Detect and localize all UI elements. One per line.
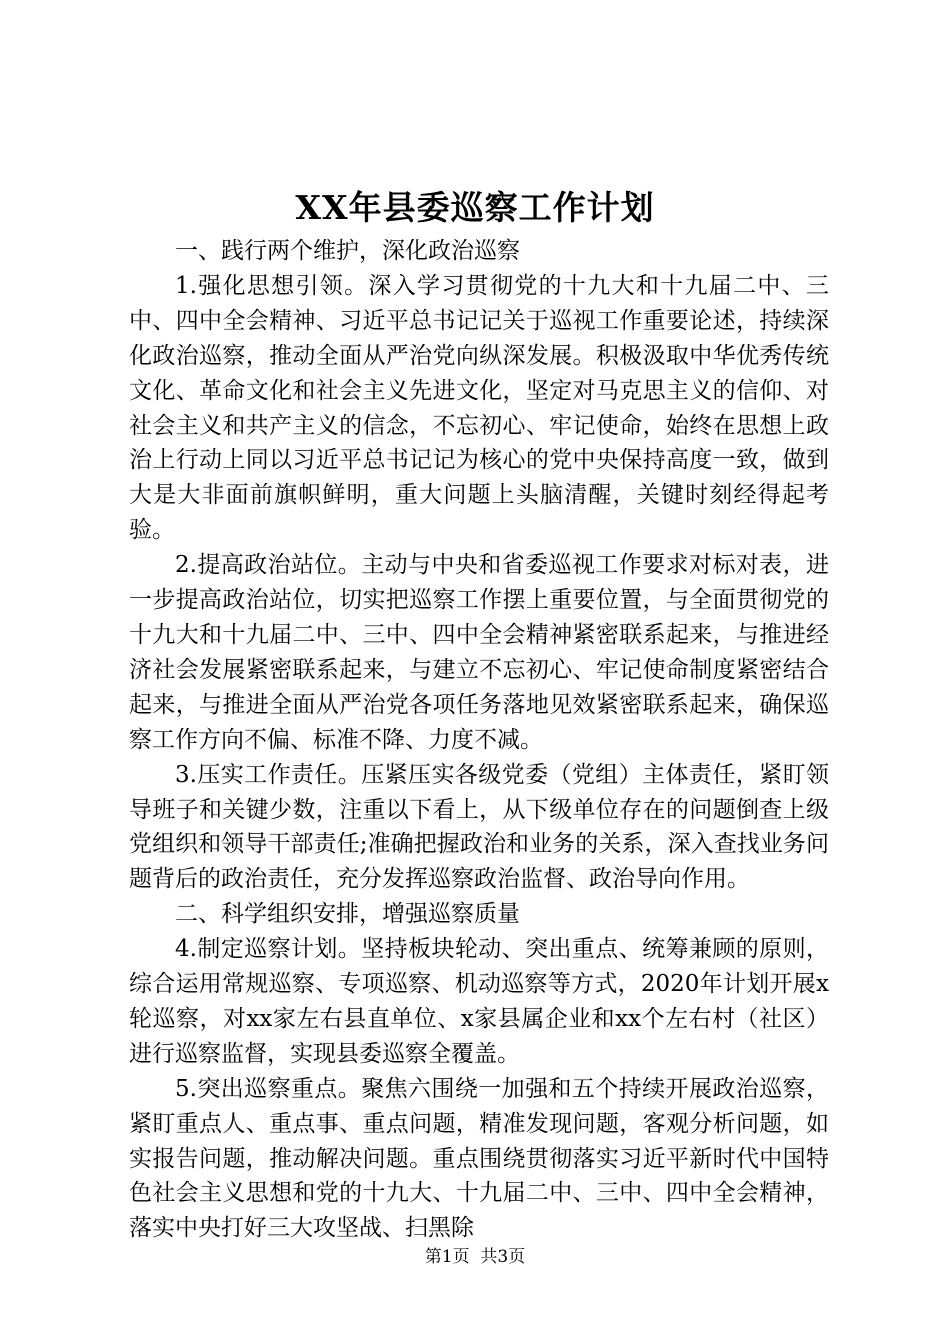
paragraph-3: 3.压实工作责任。压紧压实各级党委（党组）主体责任，紧盯领导班子和关键少数，注重以下看上，从下级单位存在的问题倒查上级党组织和领导干部责任;准确把握政治和业务的关系，深入查找业务问题背后的政治责任，充分发挥巡察政治监督、政治导向作用。: [129, 761, 829, 893]
section-heading-2: 二、科学组织安排，增强巡察质量: [175, 901, 520, 928]
page-number-footer: 第1页 共3页: [424, 1247, 526, 1267]
paragraph-5: 5.突出巡察重点。聚焦六围绕一加强和五个持续开展政治巡察，紧盯重点人、重点事、重点问题，精准发现问题，客观分析问题，如实报告问题，推动解决问题。重点围绕贯彻落实习近平新时代中国特色社会主义思想和党的十九大、十九届二中、三中、四中全会精神，落实中央打好三大攻坚战、扫黑除: [129, 1075, 829, 1242]
document-body: [129, 234, 829, 1246]
section-heading-1: 一、践行两个维护，深化政治巡察: [175, 238, 520, 264]
paragraph-2: 2.提高政治站位。主动与中央和省委巡视工作要求对标对表，进一步提高政治站位，切实把巡察工作摆上重要位置，与全面贯彻党的十九大和十九届二中、三中、四中全会精神紧密联系起来，与推进经济社会发展紧密联系起来，与建立不忘初心、牢记使命制度紧密结合起来，与推进全面从严治党各项任务落地见效紧密联系起来，确保巡察工作方向不偏、标准不降、力度不减。: [129, 552, 829, 753]
paragraph-4: 4.制定巡察计划。坚持板块轮动、突出重点、统筹兼顾的原则，综合运用常规巡察、专项巡察、机动巡察等方式，2020年计划开展x轮巡察，对xx家左右县直单位、x家县属企业和xx个左右村（社区）进行巡察监督，实现县委巡察全覆盖。: [129, 936, 829, 1067]
document-title: XX年县委巡察工作计划: [295, 188, 655, 227]
paragraph-1: 1.强化思想引领。深入学习贯彻党的十九大和十九届二中、三中、四中全会精神、习近平总书记记关于巡视工作重要论述，持续深化政治巡察，推动全面从严治党向纵深发展。积极汲取中华优秀传统文化、革命文化和社会主义先进文化，坚定对马克思主义的信仰、对社会主义和共产主义的信念，不忘初心、牢记使命，始终在思想上政治上行动上同以习近平总书记记为核心的党中央保持高度一致，做到大是大非面前旗帜鲜明，重大问题上头脑清醒，关键时刻经得起考验。: [129, 272, 829, 544]
